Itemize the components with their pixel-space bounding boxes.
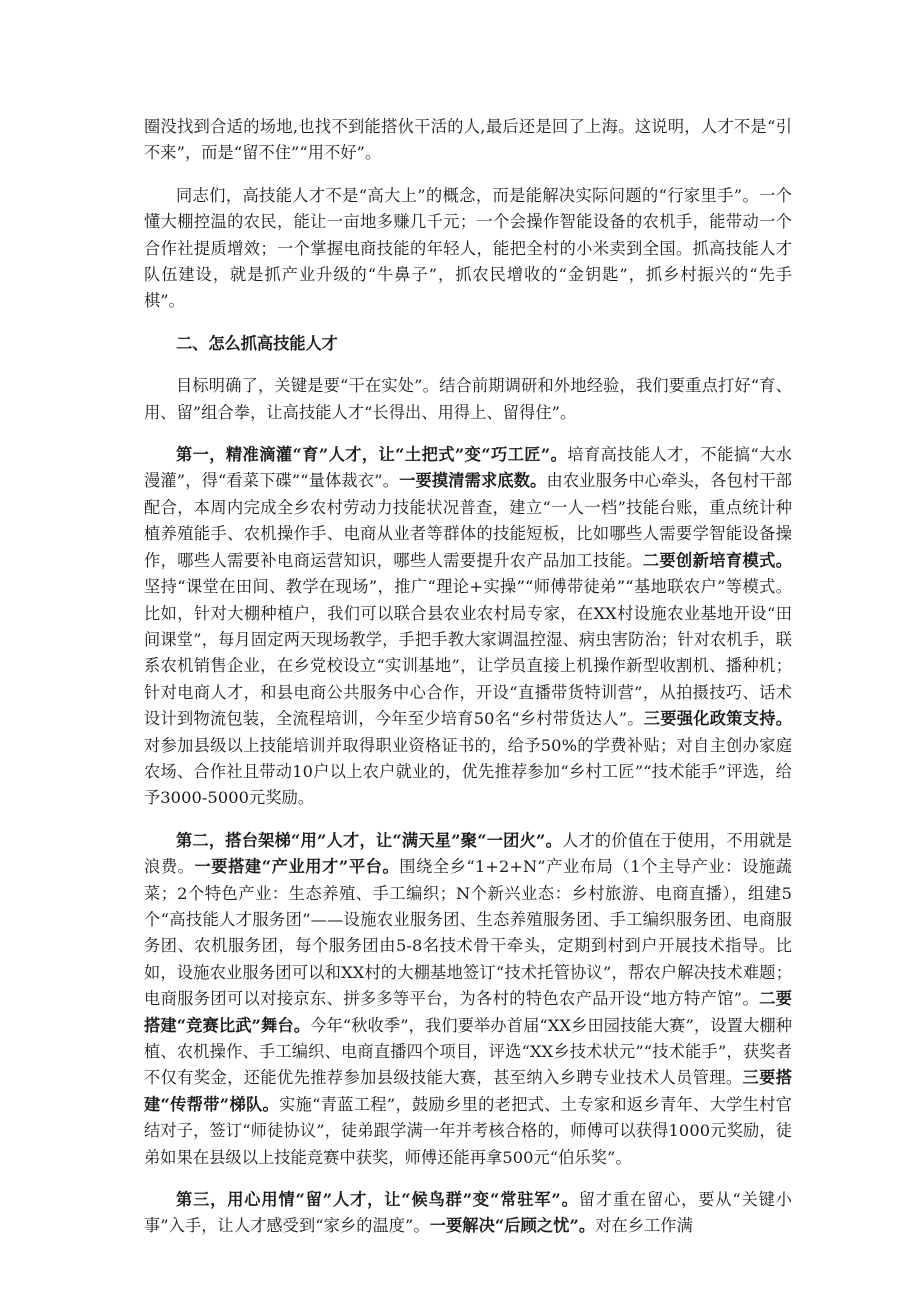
body-text: 由农业服务中心牵头，各包村干部配合，本周内完成全乡农村劳动力技能状况普查，建立“一人一档”技能台账，重点统计种植养殖能手、农机操作手、电商从业者等群体的技能短板，比如哪些人需要学智能设备操作，哪些人需要补电商运营知识，哪些人需要提升农产品加工技能。 — [144, 471, 792, 570]
lead-sentence: 第三，用心用情“留”人才，让“候鸟群”变“常驻军”。 — [176, 1190, 579, 1210]
body-text: 对参加县级以上技能培训并取得职业资格证书的，给予50%的学费补贴；对自主创办家庭农场、合作社且带动10户以上农户就业的，优先推荐参加“乡村工匠”“技术能手”评选，给予3000-5000元奖励。 — [144, 735, 792, 808]
sub-point-title: 一要摸清需求底数。 — [399, 471, 547, 491]
body-text: 培育高技能人才，不能搞“大水漫灌”，得“看菜下碟”“量体裁衣”。 — [144, 445, 792, 491]
sub-point-title: 三要搭建“传帮带”梯队。 — [144, 1068, 792, 1114]
lead-sentence: 第二，搭台架梯“用”人才，让“满天星”聚“一团火”。 — [176, 830, 563, 850]
paragraph-third-point — [144, 1187, 792, 1240]
sub-point-title: 三要强化政策支持。 — [643, 709, 792, 729]
body-text: 对在乡工作满 — [595, 1216, 693, 1236]
body-text: 人才的价值在于使用，不用就是浪费。 — [144, 830, 793, 877]
paragraph-2: 同志们，高技能人才不是“高大上”的概念，而是能解决实际问题的“行家里手”。一个懂大棚控温的农民，能让一亩地多赚几千元；一个会操作智能设备的农机手，能带动一个合作社提质增效；一个掌握电商技能的年轻人，能把全村的小米卖到全国。抓高技能人才队伍建设，就是抓产业升级的“牛鼻子”，抓农民增收的“金钥匙”，抓乡村振兴的“先手棋”。 — [144, 185, 792, 311]
sub-point-title: 一要搭建“产业用才”平台。 — [194, 857, 400, 877]
section-heading-2: 二、怎么抓高技能人才 — [176, 333, 338, 353]
document-page — [144, 114, 792, 1256]
sub-point-title: 二要搭建“竞赛比武”舞台。 — [144, 989, 792, 1035]
body-text: 坚持“课堂在田间、教学在现场”，推广“理论+实操”“师傅带徒弟”“基地联农户”等模式。比如，针对大棚种植户，我们可以联合县农业农村局专家，在XX村设施农业基地开设“田间课堂”，每月固定两天现场教学，手把手教大家调温控湿、病虫害防治；针对农机手，联系农机销售企业，在乡党校设立“实训基地”，让学员直接上机操作新型收割机、播种机；针对电商人才，和县电商公共服务中心合作，开设“直播带货特训营”，从拍摄技巧、话术设计到物流包装，全流程培训，今年至少培育50名“乡村带货达人”。 — [144, 577, 792, 729]
body-text: 留才重在留心，要从“关键小事”入手，让人才感受到“家乡的温度”。 — [144, 1190, 793, 1236]
paragraph-3: 目标明确了，关键是要“干在实处”。结合前期调研和外地经验，我们要重点打好“育、用、留”组合拳，让高技能人才“长得出、用得上、留得住”。 — [144, 376, 792, 422]
body-text: 实施“青蓝工程”，鼓励乡里的老把式、土专家和返乡青年、大学生村官结对子，签订“师徒协议”，徒弟跟学满一年并考核合格的，师傅可以获得1000元奖励，徒弟如果在县级以上技能竞赛中获奖，师傅还能再拿500元“伯乐奖”。 — [144, 1094, 793, 1167]
body-text: 今年“秋收季”，我们要举办首届“XX乡田园技能大赛”，设置大棚种植、农机操作、手工编织、电商直播四个项目，评选“XX乡技术状元”“技术能手”，获奖者不仅有奖金，还能优先推荐参加县级技能大赛，甚至纳入乡聘专业技术人员管理。 — [144, 1015, 792, 1088]
body-text: 围绕全乡“1+2+N”产业布局（1个主导产业：设施蔬菜；2个特色产业：生态养殖、手工编织；N个新兴业态：乡村旅游、电商直播），组建5个“高技能人才服务团”——设施农业服务团、生态养殖服务团、手工编织服务团、电商服务团、农机服务团，每个服务团由5-8名技术骨干牵头，定期到村到户开展技术指导。比如，设施农业服务团可以和XX村的大棚基地签订“技术托管协议”，帮农户解决技术难题；电商服务团可以对接京东、拼多多等平台，为各村的特色农产品开设“地方特产馆”。 — [144, 857, 792, 1009]
sub-point-title: 二要创新培育模式。 — [642, 550, 792, 570]
lead-sentence: 第一，精准滴灌“育”人才，让“土把式”变“巧工匠”。 — [176, 445, 568, 465]
paragraph-1: 圈没找到合适的场地,也找不到能搭伙干活的人,最后还是回了上海。这说明，人才不是“引不来”，而是“留不住”“用不好”。 — [144, 117, 792, 163]
sub-point-title: 一要解决“后顾之忧”。 — [429, 1216, 596, 1236]
paragraph-second-point — [144, 828, 792, 1171]
paragraph-first-point — [144, 442, 792, 812]
